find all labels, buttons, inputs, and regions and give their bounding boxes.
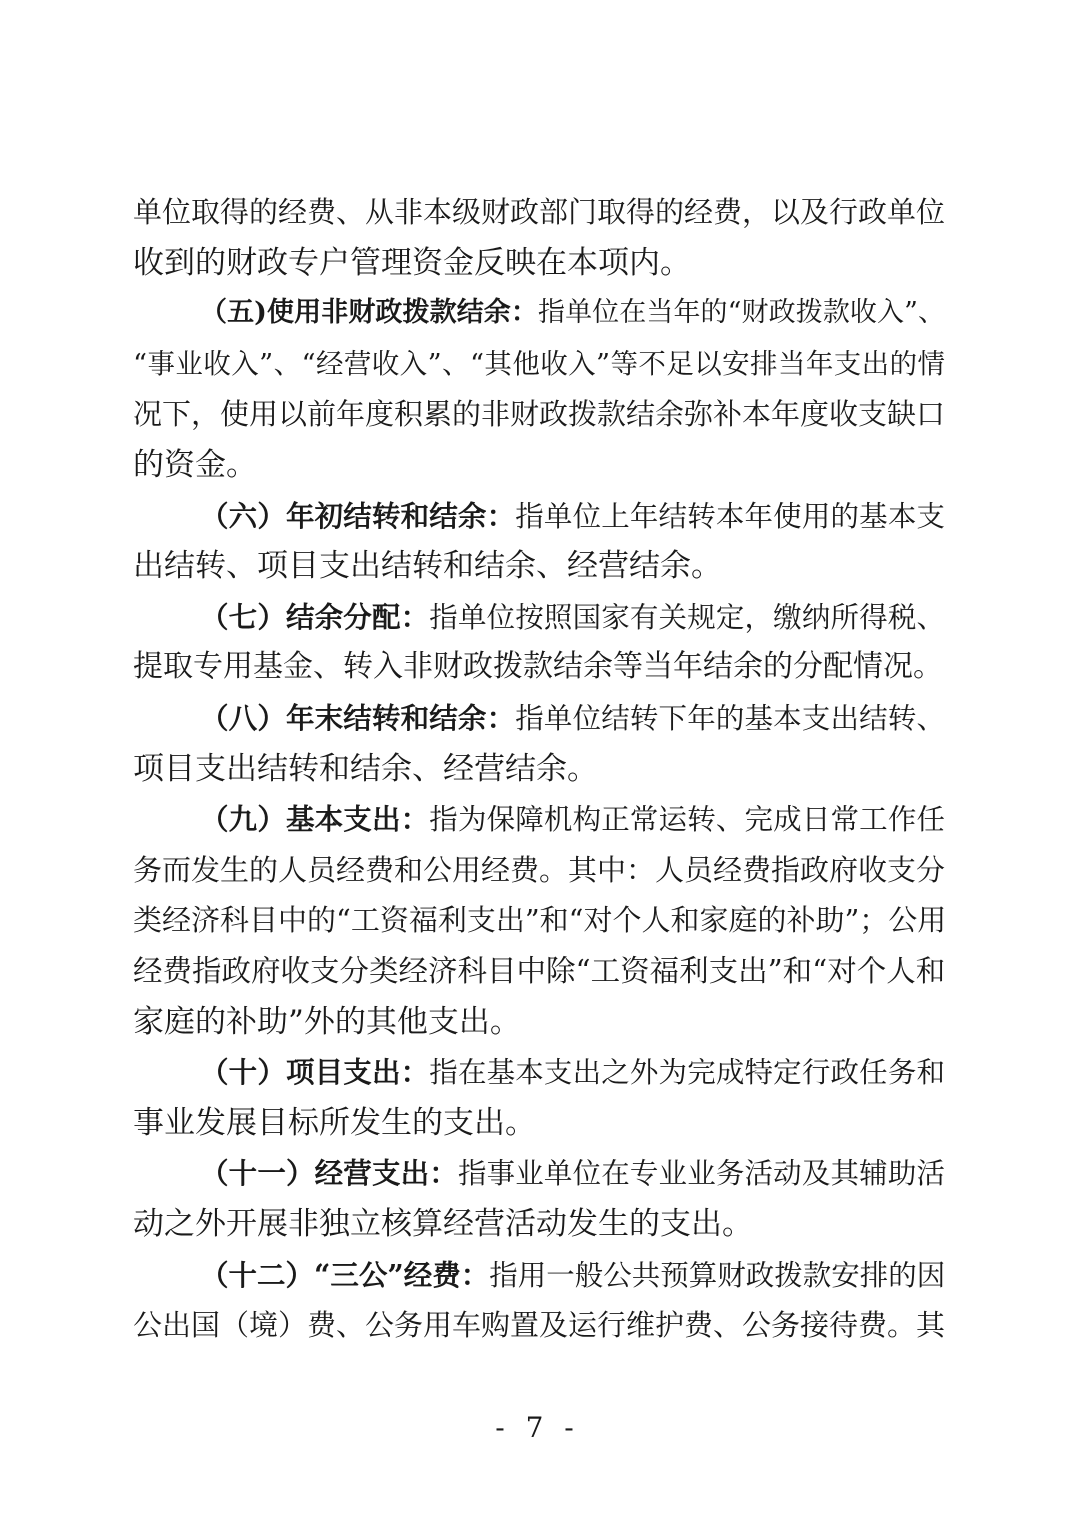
body-line: 出结转、项目支出结转和结余、经营结余。: [133, 548, 722, 584]
body-line: 务而发生的人员经费和公用经费。其中：人员经费指政府收支分: [133, 853, 946, 887]
term-heading: （七）结余分配：: [200, 600, 430, 634]
body-line: 经费指政府收支分类经济科目中除“工资福利支出”和“对个人和: [133, 954, 946, 988]
body-line: 提取专用基金、转入非财政拨款结余等当年结余的分配情况。: [133, 649, 943, 684]
body-line: 的资金。: [133, 447, 257, 483]
body-line: 公出国（境）费、公务用车购置及运行维护费、公务接待费。其: [133, 1308, 946, 1342]
term-heading: （六）年初结转和结余：: [200, 499, 516, 533]
term-heading: （十一）经营支出：: [200, 1156, 458, 1190]
definition-line: （十一）经营支出：指事业单位在专业业务活动及其辅助活: [200, 1156, 945, 1190]
definition-line: （五)使用非财政拨款结余：指单位在当年的“财政拨款收入”、: [200, 297, 946, 328]
definition-line: （十二）“三公”经费：指用一般公共预算财政拨款安排的因: [200, 1258, 946, 1292]
term-heading: （十）项目支出：: [200, 1055, 430, 1089]
term-heading: （九）基本支出：: [200, 802, 430, 836]
definition-line: （七）结余分配：指单位按照国家有关规定，缴纳所得税、: [200, 600, 945, 634]
body-line: 事业发展目标所发生的支出。: [133, 1105, 536, 1141]
page-number: - 7 -: [495, 1411, 580, 1444]
definition-line: （六）年初结转和结余：指单位上年结转本年使用的基本支: [200, 499, 945, 533]
body-line: 家庭的补助”外的其他支出。: [133, 1004, 521, 1040]
body-line: 动之外开展非独立核算经营活动发生的支出。: [133, 1206, 753, 1242]
body-line: 类经济科目中的“工资福利支出”和“对个人和家庭的补助”；公用: [133, 903, 947, 937]
definition-line: （十）项目支出：指在基本支出之外为完成特定行政任务和: [200, 1055, 945, 1089]
term-heading: （八）年末结转和结余：: [200, 701, 516, 735]
term-heading: （十二）“三公”经费：: [200, 1258, 490, 1292]
term-heading: （五)使用非财政拨款结余：: [200, 297, 538, 328]
body-line: 收到的财政专户管理资金反映在本项内。: [133, 245, 691, 281]
definition-line: （八）年末结转和结余：指单位结转下年的基本支出结转、: [200, 701, 945, 735]
body-line: “事业收入”、“经营收入”、“其他收入”等不足以安排当年支出的情: [133, 348, 945, 380]
body-line: 单位取得的经费、从非本级财政部门取得的经费，以及行政单位: [133, 195, 946, 229]
definition-line: （九）基本支出：指为保障机构正常运转、完成日常工作任: [200, 802, 945, 836]
body-line: 项目支出结转和结余、经营结余。: [133, 751, 598, 787]
body-line: 况下，使用以前年度积累的非财政拨款结余弥补本年度收支缺口: [133, 397, 946, 431]
